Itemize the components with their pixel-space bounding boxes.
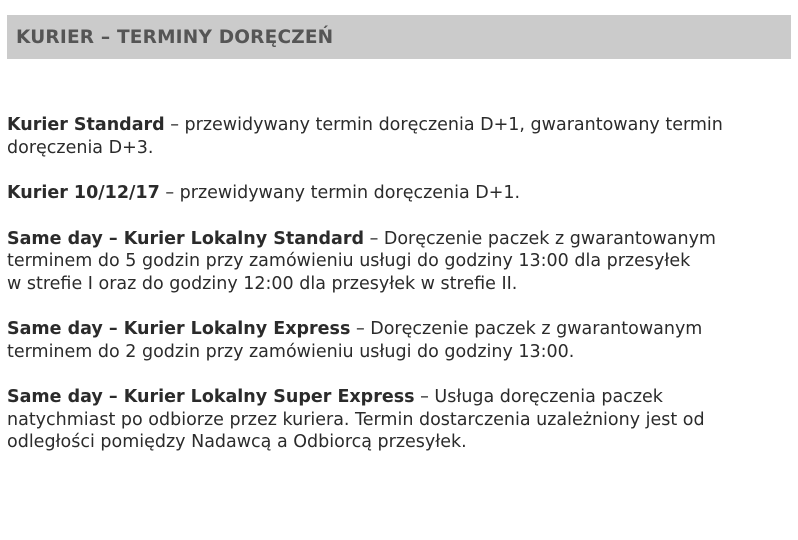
service-item-same-day-super-express — [7, 386, 777, 454]
service-name: Same day – Kurier Lokalny Standard — [7, 228, 364, 249]
service-item-same-day-standard — [7, 228, 777, 296]
service-description: – przewidywany termin doręczenia D+1. — [159, 183, 521, 203]
service-description: – Usługa doręczenia paczek natychmiast po odbiorze przez kuriera. Termin dostarczenia uzależniony jest od odległości pomiędzy Nadawcą a Odbiorcą przesyłek. — [7, 387, 705, 452]
service-name: Kurier 10/12/17 — [7, 183, 160, 203]
service-name: Same day – Kurier Lokalny Super Express — [7, 387, 415, 407]
service-item-same-day-express — [7, 318, 777, 363]
service-name: Kurier Standard — [7, 115, 165, 135]
section-title: KURIER – TERMINY DORĘCZEŃ — [16, 26, 334, 48]
services-list — [7, 114, 777, 477]
service-name: Same day – Kurier Lokalny Express — [7, 319, 351, 339]
service-description: – Doręczenie paczek z gwarantowanym terminem do 2 godzin przy zamówieniu usługi do godziny 13:00. — [7, 319, 703, 362]
service-description: – przewidywany termin doręczenia D+1, gwarantowany termin doręczenia D+3. — [7, 115, 723, 158]
service-item-kurier-standard — [7, 114, 777, 159]
service-description: – Doręczenie paczek z gwarantowanym terminem do 5 godzin przy zamówieniu usługi do godziny 13:00 dla przesyłek w strefie I oraz do godziny 12:00 dla przesyłek w strefie II. — [7, 228, 716, 294]
service-item-kurier-10-12-17 — [7, 182, 777, 205]
section-header — [7, 15, 791, 59]
